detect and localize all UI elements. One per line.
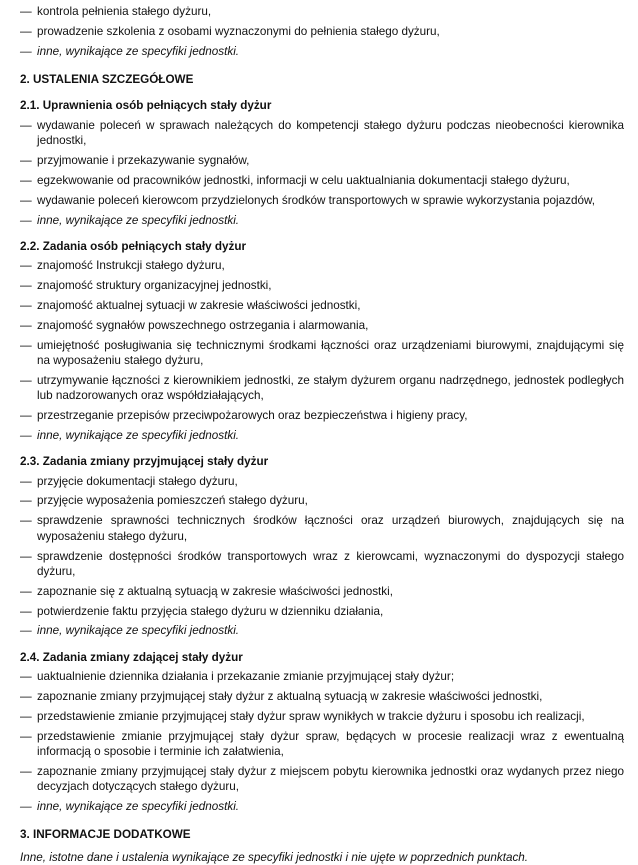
list-item-text: inne, wynikające ze specyfiki jednostki. [37, 213, 240, 227]
dash-bullet: — [20, 709, 32, 723]
dash-bullet: — [20, 24, 32, 38]
list-item [20, 669, 624, 684]
list-item [20, 549, 624, 580]
list-item-text: znajomość aktualnej sytuacji w zakresie właściwości jednostki, [37, 298, 361, 312]
list-item [20, 729, 624, 760]
list-item [20, 689, 624, 704]
dash-bullet: — [20, 584, 32, 598]
list-item [20, 373, 624, 404]
list-item [20, 428, 624, 443]
dash-bullet: — [20, 624, 32, 638]
dash-bullet: — [20, 44, 32, 58]
section-3-text: Inne, istotne dane i ustalenia wynikające ze specyfiki jednostki i nie ujęte w poprzednich punktach. [20, 850, 529, 864]
list-item-text: znajomość sygnałów powszechnego ostrzegania i alarmowania, [37, 318, 369, 332]
dash-bullet: — [20, 428, 32, 442]
dash-bullet: — [20, 298, 32, 312]
dash-bullet: — [20, 318, 32, 332]
subsection-2-4 [20, 650, 624, 815]
list-item [20, 799, 624, 814]
list-item-text: potwierdzenie faktu przyjęcia stałego dyżuru w dzienniku działania, [37, 604, 384, 618]
list-item-text: egzekwowanie od pracowników jednostki, informacji w celu uaktualniania dokumentacji stałego dyżuru, [37, 173, 570, 187]
dash-bullet: — [20, 800, 32, 814]
list-item [20, 153, 624, 168]
list-item-text: przedstawienie zmianie przyjmującej stały dyżur spraw, będących w procesie realizacji wraz z ewentualną informacją o sposobie i terminie ich załatwienia, [37, 729, 624, 759]
subsection-2-3 [20, 454, 624, 639]
section-2-heading: 2. USTALENIA SZCZEGÓŁOWE [20, 73, 194, 87]
list-item [20, 173, 624, 188]
list-item [20, 258, 624, 273]
dash-bullet: — [20, 494, 32, 508]
dash-bullet: — [20, 549, 32, 563]
list-item [20, 338, 624, 369]
list-item [20, 298, 624, 313]
list-item-text: prowadzenie szkolenia z osobami wyznaczonymi do pełnienia stałego dyżuru, [37, 24, 440, 38]
list-item-text: sprawdzenie sprawności technicznych środków łączności oraz urządzeń biurowych, znajdujących się na wyposażeniu stałego dyżuru, [37, 514, 624, 543]
list-item [20, 24, 624, 39]
list-item-text: przedstawienie zmianie przyjmującej stały dyżur spraw wynikłych w trakcie dyżuru i sposobu ich realizacji, [37, 709, 585, 723]
list-item-text: inne, wynikające ze specyfiki jednostki. [37, 44, 240, 58]
section-3-heading: 3. INFORMACJE DODATKOWE [20, 828, 191, 842]
dash-bullet: — [20, 514, 32, 528]
list-item-text: zapoznanie się z aktualną sytuacją w zakresie właściwości jednostki, [37, 584, 393, 598]
list-item-text: znajomość Instrukcji stałego dyżuru, [37, 259, 225, 273]
list-item-text: inne, wynikające ze specyfiki jednostki. [37, 800, 240, 814]
list-item-text: zapoznanie zmiany przyjmującej stały dyżur z miejscem pobytu kierownika jednostki oraz wydanych przez niego decyzjach dotyczących stałego dyżuru, [37, 764, 624, 794]
dash-bullet: — [20, 604, 32, 618]
subsection-heading: 2.3. Zadania zmiany przyjmującej stały dyżur [20, 455, 269, 469]
subsection-2-1 [20, 98, 624, 227]
list-item [20, 278, 624, 293]
list-item-text: zapoznanie zmiany przyjmującej stały dyżur z aktualną sytuacją w zakresie właściwości jednostki, [37, 689, 543, 703]
dash-bullet: — [20, 689, 32, 703]
list-item [20, 474, 624, 489]
dash-bullet: — [20, 670, 32, 684]
list-item [20, 513, 624, 544]
subsection-heading: 2.4. Zadania zmiany zdającej stały dyżur [20, 650, 243, 664]
list-item-text: przestrzeganie przepisów przeciwpożarowych oraz bezpieczeństwa i higieny pracy, [37, 409, 468, 423]
list-item-text: wydawanie poleceń kierowcom przydzielonych środków transportowych w sprawie wykorzystania pojazdów, [37, 193, 596, 207]
list-item-text: przyjęcie wyposażenia pomieszczeń stałego dyżuru, [37, 494, 308, 508]
list-item-text: przyjęcie dokumentacji stałego dyżuru, [37, 474, 238, 488]
list-item [20, 318, 624, 333]
list-item-text: inne, wynikające ze specyfiki jednostki. [37, 624, 240, 638]
list-item [20, 4, 624, 19]
list-item-text: umiejętność posługiwania się technicznymi środkami łączności oraz urządzeniami biurowymi, znajdującymi się na wyposażeniu stałego dyżuru, [37, 338, 624, 367]
dash-bullet: — [20, 193, 32, 207]
list-item [20, 764, 624, 795]
list-item-text: inne, wynikające ze specyfiki jednostki. [37, 428, 240, 442]
intro-list [20, 4, 624, 59]
dash-bullet: — [20, 409, 32, 423]
list-item [20, 44, 624, 59]
subsection-heading: 2.2. Zadania osób pełniących stały dyżur [20, 239, 247, 253]
subsection-heading: 2.1. Uprawnienia osób pełniących stały dyżur [20, 99, 272, 113]
list-item [20, 118, 624, 149]
dash-bullet: — [20, 213, 32, 227]
subsection-2-2 [20, 239, 624, 443]
list-item-text: kontrola pełnienia stałego dyżuru, [37, 5, 212, 18]
list-item [20, 408, 624, 423]
list-item [20, 493, 624, 508]
list-item-text: sprawdzenie dostępności środków transportowych wraz z kierowcami, wyznaczonymi do dyspozycji stałego dyżuru, [37, 549, 624, 578]
list-item [20, 213, 624, 228]
dash-bullet: — [20, 153, 32, 167]
list-item [20, 623, 624, 638]
dash-bullet: — [20, 729, 32, 743]
list-item-text: znajomość struktury organizacyjnej jednostki, [37, 279, 272, 293]
dash-bullet: — [20, 474, 32, 488]
dash-bullet: — [20, 118, 32, 132]
dash-bullet: — [20, 338, 32, 352]
dash-bullet: — [20, 5, 32, 18]
list-item [20, 193, 624, 208]
list-item-text: utrzymywanie łączności z kierownikiem jednostki, ze stałym dyżurem organu nadrzędnego, jednostek podległych lub nadzorowanych oraz współdziałających, [37, 373, 624, 403]
dash-bullet: — [20, 173, 32, 187]
dash-bullet: — [20, 279, 32, 293]
list-item [20, 709, 624, 724]
dash-bullet: — [20, 259, 32, 273]
dash-bullet: — [20, 764, 32, 778]
list-item [20, 584, 624, 599]
list-item-text: przyjmowanie i przekazywanie sygnałów, [37, 153, 250, 167]
list-item-text: uaktualnienie dziennika działania i przekazanie zmianie przyjmującej stały dyżur; [37, 670, 455, 684]
list-item-text: wydawanie poleceń w sprawach należących do kompetencji stałego dyżuru podczas nieobecności kierownika jednostki, [37, 118, 624, 147]
dash-bullet: — [20, 373, 32, 387]
list-item [20, 604, 624, 619]
